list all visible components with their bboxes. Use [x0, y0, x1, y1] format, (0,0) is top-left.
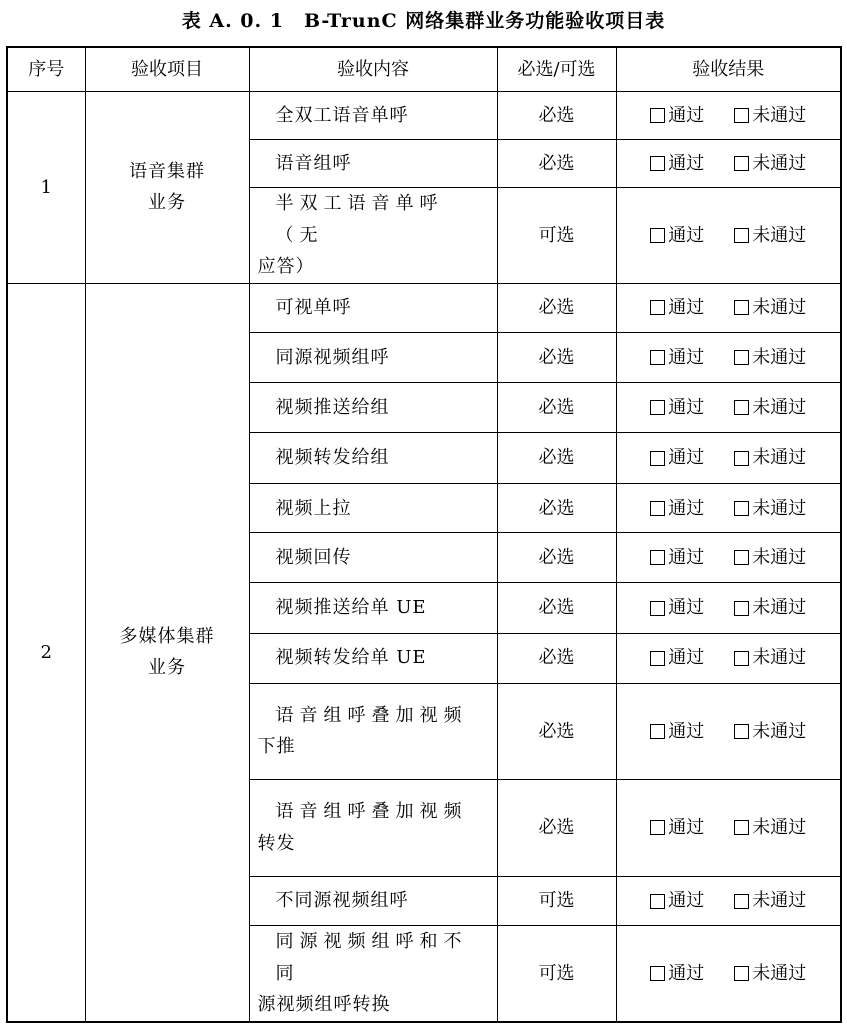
- result-options: [617, 642, 841, 674]
- fail-checkbox[interactable]: [734, 642, 806, 674]
- required-optional: 必选: [497, 683, 616, 779]
- pass-checkbox[interactable]: [650, 292, 704, 324]
- acceptance-content: [249, 877, 497, 926]
- acceptance-result: [616, 383, 841, 433]
- fail-checkbox-label: 未通过: [752, 547, 807, 569]
- acceptance-item-line: 业务: [148, 657, 186, 679]
- table-title: 表 A. 0. 1 B-TrunC 网络集群业务功能验收项目表: [181, 10, 666, 32]
- checkbox-icon[interactable]: [734, 820, 749, 835]
- acceptance-item: [85, 92, 249, 284]
- pass-checkbox[interactable]: [650, 220, 704, 252]
- fail-checkbox-label: 未通过: [752, 447, 807, 469]
- fail-checkbox-label: 未通过: [752, 817, 807, 839]
- checkbox-icon[interactable]: [650, 156, 665, 171]
- required-optional: 必选: [497, 779, 616, 876]
- content-text-continued: 转发: [257, 832, 296, 854]
- pass-checkbox[interactable]: [650, 493, 704, 525]
- content-text: 语音组呼: [275, 152, 352, 174]
- content-text-continued: 源视频组呼转换: [257, 994, 391, 1016]
- fail-checkbox-label: 未通过: [752, 104, 807, 126]
- content-text: 全双工语音单呼: [275, 104, 409, 126]
- pass-checkbox-label: 通过: [668, 224, 705, 246]
- required-optional: 必选: [497, 140, 616, 188]
- checkbox-icon[interactable]: [650, 820, 665, 835]
- fail-checkbox[interactable]: [734, 493, 806, 525]
- acceptance-result: [616, 332, 841, 382]
- pass-checkbox[interactable]: [650, 392, 704, 424]
- pass-checkbox-label: 通过: [668, 447, 705, 469]
- fail-checkbox-label: 未通过: [752, 890, 807, 912]
- checkbox-icon[interactable]: [734, 550, 749, 565]
- required-optional: 必选: [497, 583, 616, 633]
- pass-checkbox-label: 通过: [668, 346, 705, 368]
- acceptance-result: [616, 283, 841, 332]
- required-optional: 可选: [497, 877, 616, 926]
- fail-checkbox[interactable]: [734, 148, 806, 180]
- result-options: [617, 100, 841, 132]
- required-optional: 必选: [497, 383, 616, 433]
- table-row: [7, 92, 841, 140]
- checkbox-icon[interactable]: [734, 156, 749, 171]
- required-optional: 必选: [497, 92, 616, 140]
- header-row: [7, 47, 841, 92]
- acceptance-item: [85, 283, 249, 1022]
- acceptance-result: [616, 926, 841, 1022]
- table-body: [7, 92, 841, 1023]
- pass-checkbox-label: 通过: [668, 817, 705, 839]
- fail-checkbox[interactable]: [734, 442, 806, 474]
- checkbox-icon[interactable]: [650, 894, 665, 909]
- fail-checkbox-label: 未通过: [752, 720, 807, 742]
- acceptance-item-line: 业务: [148, 192, 186, 214]
- fail-checkbox-label: 未通过: [752, 346, 807, 368]
- result-options: [617, 592, 841, 624]
- checkbox-icon[interactable]: [650, 550, 665, 565]
- fail-checkbox[interactable]: [734, 958, 806, 990]
- pass-checkbox[interactable]: [650, 716, 704, 748]
- checkbox-icon[interactable]: [734, 601, 749, 616]
- fail-checkbox[interactable]: [734, 342, 806, 374]
- content-text: 同源视频组呼: [275, 346, 390, 368]
- checkbox-icon[interactable]: [650, 724, 665, 739]
- checkbox-icon[interactable]: [650, 400, 665, 415]
- content-text: 可视单呼: [275, 297, 352, 319]
- row-number: 2: [7, 283, 85, 1022]
- checkbox-icon[interactable]: [650, 651, 665, 666]
- result-options: [617, 493, 841, 525]
- acceptance-result: [616, 92, 841, 140]
- checkbox-icon[interactable]: [734, 501, 749, 516]
- pass-checkbox[interactable]: [650, 542, 704, 574]
- result-options: [617, 542, 841, 574]
- row-number: 1: [7, 92, 85, 284]
- checkbox-icon[interactable]: [650, 601, 665, 616]
- header-result: 验收结果: [616, 47, 841, 92]
- table-row: [7, 283, 841, 332]
- required-optional: 必选: [497, 332, 616, 382]
- pass-checkbox[interactable]: [650, 642, 704, 674]
- result-options: [617, 148, 841, 180]
- fail-checkbox-label: 未通过: [752, 224, 807, 246]
- acceptance-content: [249, 140, 497, 188]
- acceptance-table: [6, 46, 842, 1023]
- acceptance-result: [616, 779, 841, 876]
- acceptance-content: [249, 633, 497, 683]
- header-content: 验收内容: [249, 47, 497, 92]
- pass-checkbox[interactable]: [650, 592, 704, 624]
- acceptance-content: [249, 926, 497, 1022]
- content-text-continued: 下推: [257, 736, 296, 758]
- header-item: 验收项目: [85, 47, 249, 92]
- content-text: 视频回传: [275, 547, 352, 569]
- acceptance-result: [616, 877, 841, 926]
- acceptance-content: [249, 332, 497, 382]
- content-text: 视频上拉: [275, 497, 352, 519]
- checkbox-icon[interactable]: [650, 451, 665, 466]
- pass-checkbox-label: 通过: [668, 890, 705, 912]
- pass-checkbox[interactable]: [650, 100, 704, 132]
- acceptance-result: [616, 140, 841, 188]
- acceptance-result: [616, 433, 841, 484]
- fail-checkbox[interactable]: [734, 292, 806, 324]
- checkbox-icon[interactable]: [734, 228, 749, 243]
- acceptance-content: [249, 188, 497, 284]
- fail-checkbox[interactable]: [734, 885, 806, 917]
- content-text: 同源视频组呼和不同: [275, 931, 468, 984]
- result-options: [617, 716, 841, 748]
- acceptance-content: [249, 383, 497, 433]
- checkbox-icon[interactable]: [650, 501, 665, 516]
- checkbox-icon[interactable]: [734, 651, 749, 666]
- acceptance-result: [616, 188, 841, 284]
- checkbox-icon[interactable]: [734, 451, 749, 466]
- required-optional: 必选: [497, 484, 616, 533]
- result-options: [617, 392, 841, 424]
- required-optional: 必选: [497, 533, 616, 583]
- result-options: [617, 220, 841, 252]
- fail-checkbox[interactable]: [734, 392, 806, 424]
- content-text: 视频推送给组: [275, 396, 390, 418]
- pass-checkbox[interactable]: [650, 885, 704, 917]
- acceptance-item-line: 多媒体集群: [119, 625, 215, 647]
- result-options: [617, 885, 841, 917]
- checkbox-icon[interactable]: [650, 228, 665, 243]
- pass-checkbox-label: 通过: [668, 547, 705, 569]
- content-text: 语音组呼叠加视频: [275, 704, 468, 726]
- checkbox-icon[interactable]: [734, 400, 749, 415]
- result-options: [617, 292, 841, 324]
- acceptance-content: [249, 433, 497, 484]
- content-text: 视频推送给单 UE: [275, 597, 427, 619]
- pass-checkbox-label: 通过: [668, 647, 705, 669]
- checkbox-icon[interactable]: [650, 350, 665, 365]
- checkbox-icon[interactable]: [734, 724, 749, 739]
- content-text: 不同源视频组呼: [275, 890, 409, 912]
- fail-checkbox[interactable]: [734, 220, 806, 252]
- content-text: 语音组呼叠加视频: [275, 801, 468, 823]
- required-optional: 必选: [497, 633, 616, 683]
- fail-checkbox-label: 未通过: [752, 497, 807, 519]
- acceptance-result: [616, 633, 841, 683]
- header-required: 必选/可选: [497, 47, 616, 92]
- required-optional: 必选: [497, 433, 616, 484]
- checkbox-icon[interactable]: [734, 350, 749, 365]
- required-optional: 可选: [497, 188, 616, 284]
- fail-checkbox[interactable]: [734, 812, 806, 844]
- pass-checkbox-label: 通过: [668, 597, 705, 619]
- acceptance-result: [616, 533, 841, 583]
- pass-checkbox-label: 通过: [668, 396, 705, 418]
- result-options: [617, 958, 841, 990]
- pass-checkbox-label: 通过: [668, 720, 705, 742]
- header-no: 序号: [7, 47, 85, 92]
- fail-checkbox-label: 未通过: [752, 597, 807, 619]
- fail-checkbox-label: 未通过: [752, 152, 807, 174]
- checkbox-icon[interactable]: [650, 300, 665, 315]
- checkbox-icon[interactable]: [734, 894, 749, 909]
- required-optional: 必选: [497, 283, 616, 332]
- pass-checkbox-label: 通过: [668, 497, 705, 519]
- required-optional: 可选: [497, 926, 616, 1022]
- fail-checkbox-label: 未通过: [752, 396, 807, 418]
- result-options: [617, 442, 841, 474]
- pass-checkbox[interactable]: [650, 148, 704, 180]
- checkbox-icon[interactable]: [734, 300, 749, 315]
- fail-checkbox[interactable]: [734, 592, 806, 624]
- acceptance-content: [249, 92, 497, 140]
- acceptance-content: [249, 484, 497, 533]
- fail-checkbox[interactable]: [734, 100, 806, 132]
- checkbox-icon[interactable]: [650, 108, 665, 123]
- acceptance-content: [249, 683, 497, 779]
- acceptance-content: [249, 583, 497, 633]
- checkbox-icon[interactable]: [734, 108, 749, 123]
- content-text-continued: 应答）: [257, 256, 315, 278]
- fail-checkbox-label: 未通过: [752, 962, 807, 984]
- fail-checkbox[interactable]: [734, 716, 806, 748]
- acceptance-result: [616, 583, 841, 633]
- pass-checkbox-label: 通过: [668, 152, 705, 174]
- acceptance-content: [249, 779, 497, 876]
- content-text: 视频转发给单 UE: [275, 647, 427, 669]
- pass-checkbox-label: 通过: [668, 297, 705, 319]
- fail-checkbox-label: 未通过: [752, 297, 807, 319]
- pass-checkbox[interactable]: [650, 812, 704, 844]
- pass-checkbox[interactable]: [650, 442, 704, 474]
- checkbox-icon[interactable]: [734, 966, 749, 981]
- checkbox-icon[interactable]: [650, 966, 665, 981]
- pass-checkbox[interactable]: [650, 958, 704, 990]
- fail-checkbox[interactable]: [734, 542, 806, 574]
- result-options: [617, 342, 841, 374]
- pass-checkbox-label: 通过: [668, 962, 705, 984]
- pass-checkbox-label: 通过: [668, 104, 705, 126]
- acceptance-item-line: 语音集群: [129, 160, 205, 182]
- acceptance-content: [249, 533, 497, 583]
- pass-checkbox[interactable]: [650, 342, 704, 374]
- acceptance-result: [616, 683, 841, 779]
- result-options: [617, 812, 841, 844]
- acceptance-content: [249, 283, 497, 332]
- acceptance-result: [616, 484, 841, 533]
- fail-checkbox-label: 未通过: [752, 647, 807, 669]
- content-text: 视频转发给组: [275, 447, 390, 469]
- content-text: 半双工语音单呼（无: [275, 193, 444, 246]
